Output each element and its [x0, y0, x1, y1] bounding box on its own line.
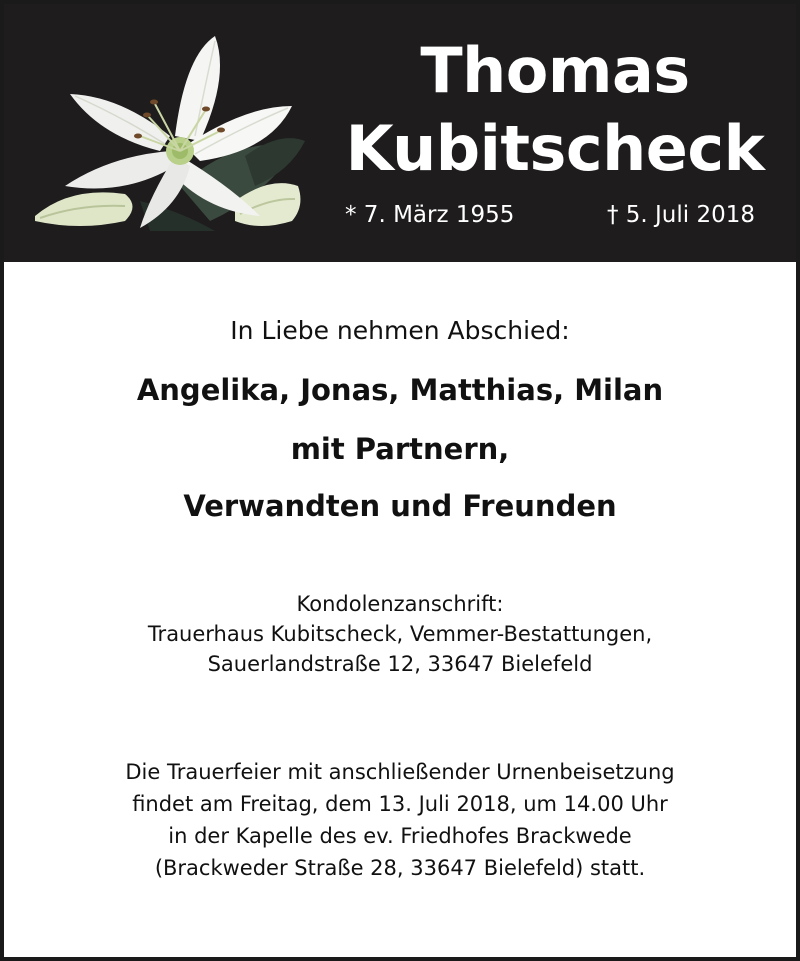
ceremony-line: findet am Freitag, dem 13. Juli 2018, um 14.00 Uhr: [132, 792, 668, 816]
condolence-line: Sauerlandstraße 12, 33647 Bielefeld: [207, 652, 593, 676]
condolence-line: Trauerhaus Kubitscheck, Vemmer-Bestattungen,: [147, 622, 653, 646]
ceremony-details: [0, 756, 800, 884]
family-line: mit Partnern,: [290, 432, 510, 466]
deceased-last-name: Kubitscheck: [345, 112, 765, 185]
condolence-line: Kondolenzanschrift:: [296, 592, 504, 616]
ceremony-line: (Brackweder Straße 28, 33647 Bielefeld) statt.: [154, 856, 646, 880]
ceremony-line: in der Kapelle des ev. Friedhofes Brackwede: [168, 824, 632, 848]
family-line: Verwandten und Freunden: [183, 489, 617, 523]
deceased-first-name: Thomas: [420, 34, 690, 107]
intro-text: In Liebe nehmen Abschied:: [230, 316, 570, 345]
condolence-address: [0, 589, 800, 679]
lily-flower-image: [30, 36, 305, 231]
death-date: † 5. Juli 2018: [606, 202, 755, 228]
ceremony-line: Die Trauerfeier mit anschließender Urnenbeisetzung: [125, 760, 675, 784]
birth-date: * 7. März 1955: [345, 202, 515, 228]
header-banner: [0, 0, 800, 262]
family-line: Angelika, Jonas, Matthias, Milan: [136, 373, 664, 407]
